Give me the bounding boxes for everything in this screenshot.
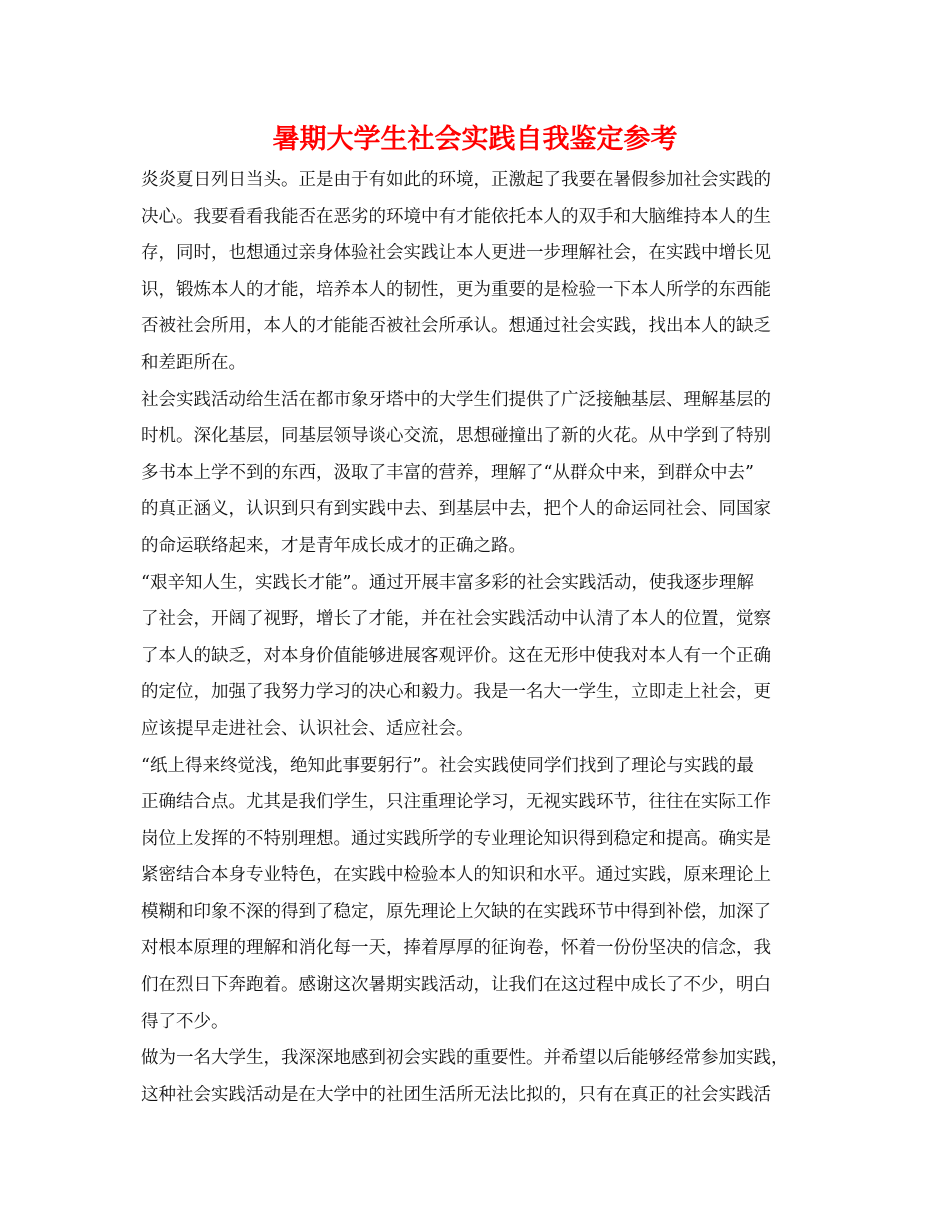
text-line: 存，同时，也想通过亲身体验社会实践让本人更进一步理解社会，在实践中增长见 bbox=[141, 243, 771, 264]
text-line: 模糊和印象不深的得到了稳定，原先理论上欠缺的在实践环节中得到补偿，加深了 bbox=[141, 901, 771, 922]
text-line: “纸上得来终觉浅，绝知此事要躬行”。社会实践使同学们找到了理论与实践的最 bbox=[141, 755, 754, 776]
document-body bbox=[141, 162, 821, 1113]
text-line: 岗位上发挥的不特别理想。通过实践所学的专业理论知识得到稳定和提高。确实是 bbox=[141, 828, 771, 849]
text-line: 得了不少。 bbox=[141, 1011, 229, 1032]
text-line: 紧密结合本身专业特色，在实践中检验本人的知识和水平。通过实践，原来理论上 bbox=[141, 865, 771, 886]
text-line: 对根本原理的理解和消化每一天，捧着厚厚的征询卷，怀着一份份坚决的信念，我 bbox=[141, 938, 771, 959]
text-line: 做为一名大学生，我深深地感到初会实践的重要性。并希望以后能够经常参加实践， bbox=[141, 1048, 789, 1069]
text-line: 了本人的缺乏，对本身价值能够进展客观评价。这在无形中使我对本人有一个正确 bbox=[141, 645, 771, 666]
text-line: 社会实践活动给生活在都市象牙塔中的大学生们提供了广泛接触基层、理解基层的 bbox=[141, 389, 771, 410]
text-line: 应该提早走进社会、认识社会、适应社会。 bbox=[141, 718, 474, 739]
text-line: “艰辛知人生，实践长才能”。通过开展丰富多彩的社会实践活动，使我逐步理解 bbox=[141, 572, 754, 593]
text-line: 这种社会实践活动是在大学中的社团生活所无法比拟的，只有在真正的社会实践活 bbox=[141, 1084, 771, 1105]
text-line: 识，锻炼本人的才能，培养本人的韧性，更为重要的是检验一下本人所学的东西能 bbox=[141, 279, 771, 300]
text-line: 和差距所在。 bbox=[141, 352, 246, 373]
text-line: 时机。深化基层，同基层领导谈心交流，思想碰撞出了新的火花。从中学到了特别 bbox=[141, 426, 771, 447]
text-line: 们在烈日下奔跑着。感谢这次暑期实践活动，让我们在这过程中成长了不少，明白 bbox=[141, 975, 771, 996]
text-line: 正确结合点。尤其是我们学生，只注重理论学习，无视实践环节，往往在实际工作 bbox=[141, 792, 771, 813]
text-line: 了社会，开阔了视野，增长了才能，并在社会实践活动中认清了本人的位置，觉察 bbox=[141, 609, 771, 630]
text-line: 的真正涵义，认识到只有到实践中去、到基层中去，把个人的命运同社会、同国家 bbox=[141, 499, 771, 520]
document-title: 暑期大学生社会实践自我鉴定参考 bbox=[272, 124, 678, 155]
text-line: 多书本上学不到的东西，汲取了丰富的营养，理解了“从群众中来，到群众中去” bbox=[141, 462, 754, 483]
text-line: 炎炎夏日列日当头。正是由于有如此的环境，正激起了我要在暑假参加社会实践的 bbox=[141, 170, 771, 190]
text-line: 的命运联络起来，才是青年成长成才的正确之路。 bbox=[141, 535, 526, 556]
text-line: 决心。我要看看我能否在恶劣的环境中有才能依托本人的双手和大脑维持本人的生 bbox=[141, 206, 771, 227]
text-line: 否被社会所用，本人的才能能否被社会所承认。想通过社会实践，找出本人的缺乏 bbox=[141, 316, 771, 337]
text-line: 的定位，加强了我努力学习的决心和毅力。我是一名大一学生，立即走上社会，更 bbox=[141, 682, 771, 703]
